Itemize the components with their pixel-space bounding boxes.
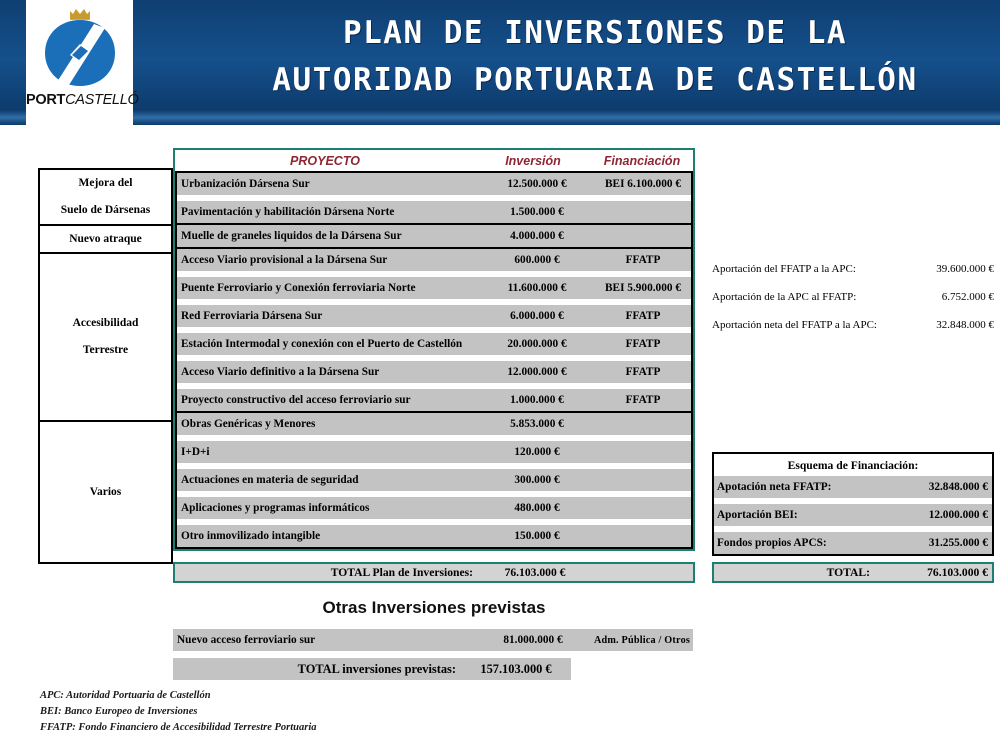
table-header-row xyxy=(175,150,693,171)
category-cell xyxy=(40,226,171,254)
column-header-financiacion: Financiación xyxy=(603,153,681,168)
column-header-proyecto: PROYECTO xyxy=(290,153,360,168)
note-line xyxy=(712,283,994,311)
legend-line: BEI: Banco Europeo de Inversiones xyxy=(40,706,198,717)
cell-investment: 150.000 € xyxy=(514,530,560,542)
category-label: Varios xyxy=(89,485,122,498)
cell-project: Pavimentación y habilitación Dársena Norte xyxy=(181,206,395,218)
investment-plan-table xyxy=(173,148,695,551)
table-row xyxy=(177,173,691,201)
port-symbol-icon xyxy=(45,20,115,86)
scheme-row-label: Apotación neta FFATP: xyxy=(717,481,832,493)
table-group xyxy=(177,249,691,413)
acronym-legend xyxy=(40,688,640,736)
scheme-total-value: 76.103.000 € xyxy=(927,566,988,579)
cell-financing: FFATP xyxy=(625,394,661,406)
table-row xyxy=(177,305,691,333)
legend-line: APC: Autoridad Portuaria de Castellón xyxy=(40,690,211,701)
category-label: Nuevo atraque xyxy=(69,232,142,245)
cell-investment: 1.000.000 € xyxy=(510,394,564,406)
note-line xyxy=(712,255,994,283)
note-label: Aportación de la APC al FFATP: xyxy=(712,291,857,303)
category-cell xyxy=(40,170,171,226)
cell-project: Otro inmovilizado intangible xyxy=(181,530,321,542)
cell-investment: 4.000.000 € xyxy=(510,230,564,242)
logo-word-port: PORT xyxy=(26,92,66,108)
note-value: 39.600.000 € xyxy=(936,263,994,275)
cell-project: Urbanización Dársena Sur xyxy=(181,178,310,190)
other-total-value: 157.103.000 € xyxy=(480,661,552,676)
table-row xyxy=(177,525,691,547)
scheme-row-value: 12.000.000 € xyxy=(928,509,988,521)
plan-total-row xyxy=(173,562,695,583)
scheme-total-label: TOTAL: xyxy=(826,566,870,579)
table-group xyxy=(177,173,691,225)
table-row xyxy=(177,413,691,441)
table-group xyxy=(177,413,691,547)
other-investments-title: Otras Inversiones previstas xyxy=(322,598,546,617)
cell-project: Acceso Viario definitivo a la Dársena Sur xyxy=(181,366,380,378)
cell-project: Actuaciones en materia de seguridad xyxy=(181,474,359,486)
scheme-total-row xyxy=(712,562,994,583)
category-label: Mejora del xyxy=(78,177,133,189)
category-label: Terrestre xyxy=(82,344,129,356)
table-row xyxy=(177,333,691,361)
cell-project: Red Ferroviaria Dársena Sur xyxy=(181,310,323,322)
table-row xyxy=(177,389,691,411)
portcastello-logo xyxy=(26,0,139,125)
logo-wordmark xyxy=(26,92,139,108)
cell-project: Obras Genéricas y Menores xyxy=(181,418,316,430)
scheme-title: Esquema de Financiación: xyxy=(714,454,992,476)
table-row xyxy=(177,497,691,525)
plan-total-value: 76.103.000 € xyxy=(504,566,566,579)
cell-investment: 120.000 € xyxy=(514,446,560,458)
cell-investment: 5.853.000 € xyxy=(510,418,564,430)
cell-project: Aplicaciones y programas informáticos xyxy=(181,502,370,514)
table-row xyxy=(177,201,691,223)
cell-investment: 12.000.000 € xyxy=(507,366,567,378)
cell-investment: 12.500.000 € xyxy=(507,178,567,190)
other-investments-row xyxy=(173,629,693,651)
cell-financing: FFATP xyxy=(625,254,661,266)
scheme-row-value: 32.848.000 € xyxy=(928,481,988,493)
category-cell xyxy=(40,422,171,562)
legend-line: FFATP: Fondo Financiero de Accesibilidad Terrestre Portuaria xyxy=(40,722,317,733)
scheme-row-label: Fondos propios APCS: xyxy=(717,537,827,549)
note-label: Aportación neta del FFATP a la APC: xyxy=(712,319,877,331)
other-total-label: TOTAL inversiones previstas: xyxy=(297,661,456,676)
table-group xyxy=(177,225,691,249)
table-body xyxy=(175,171,693,549)
category-cell xyxy=(40,254,171,422)
cell-investment: 20.000.000 € xyxy=(507,338,567,350)
logo-word-castello: CASTELLÓ xyxy=(65,92,139,108)
page-title-line1: PLAN DE INVERSIONES DE LA xyxy=(342,15,848,51)
category-label: Accesibilidad xyxy=(72,317,139,329)
header-banner xyxy=(0,0,1000,125)
ffatp-notes xyxy=(712,255,994,339)
cell-project: I+D+i xyxy=(181,446,210,458)
scheme-row xyxy=(714,532,992,554)
cell-project: Acceso Viario provisional a la Dársena Sur xyxy=(181,254,388,266)
cell-financing: BEI 6.100.000 € xyxy=(605,178,681,190)
cell-investment: 600.000 € xyxy=(514,254,560,266)
category-column xyxy=(38,168,173,564)
table-row xyxy=(177,277,691,305)
other-investment: 81.000.000 € xyxy=(503,634,563,646)
cell-project: Estación Intermodal y conexión con el Puerto de Castellón xyxy=(181,338,463,350)
cell-project: Muelle de graneles liquidos de la Dársena Sur xyxy=(181,230,402,242)
table-row xyxy=(177,469,691,497)
note-value: 32.848.000 € xyxy=(936,319,994,331)
cell-financing: BEI 5.900.000 € xyxy=(605,282,681,294)
cell-investment: 6.000.000 € xyxy=(510,310,564,322)
table-row xyxy=(177,441,691,469)
table-row xyxy=(177,225,691,247)
other-financing: Adm. Pública / Otros xyxy=(593,634,691,646)
page-title-line2: AUTORIDAD PORTUARIA DE CASTELLÓN xyxy=(272,62,918,98)
scheme-row xyxy=(714,504,992,532)
cell-investment: 300.000 € xyxy=(514,474,560,486)
scheme-row-label: Aportación BEI: xyxy=(717,509,798,521)
scheme-rows xyxy=(714,476,992,554)
page-title xyxy=(200,10,990,104)
note-label: Aportación del FFATP a la APC: xyxy=(712,263,856,275)
table-row xyxy=(177,361,691,389)
cell-project: Puente Ferroviario y Conexión ferroviaria Norte xyxy=(181,282,416,294)
cell-investment: 11.600.000 € xyxy=(507,282,567,294)
crown-icon xyxy=(69,8,91,20)
column-header-inversion: Inversión xyxy=(505,153,561,168)
cell-investment: 480.000 € xyxy=(514,502,560,514)
cell-project: Proyecto constructivo del acceso ferroviario sur xyxy=(181,394,411,406)
table-row xyxy=(177,249,691,277)
note-line xyxy=(712,311,994,339)
financing-scheme-table xyxy=(712,452,994,556)
scheme-row xyxy=(714,476,992,504)
cell-investment: 1.500.000 € xyxy=(510,206,564,218)
plan-total-label: TOTAL Plan de Inversiones: xyxy=(330,566,473,579)
scheme-row-value: 31.255.000 € xyxy=(928,537,988,549)
other-investments-total-row xyxy=(173,658,571,680)
cell-financing: FFATP xyxy=(625,338,661,350)
note-value: 6.752.000 € xyxy=(941,291,994,303)
cell-financing: FFATP xyxy=(625,310,661,322)
category-label: Suelo de Dársenas xyxy=(60,204,151,216)
other-project: Nuevo acceso ferroviario sur xyxy=(177,634,316,646)
cell-financing: FFATP xyxy=(625,366,661,378)
